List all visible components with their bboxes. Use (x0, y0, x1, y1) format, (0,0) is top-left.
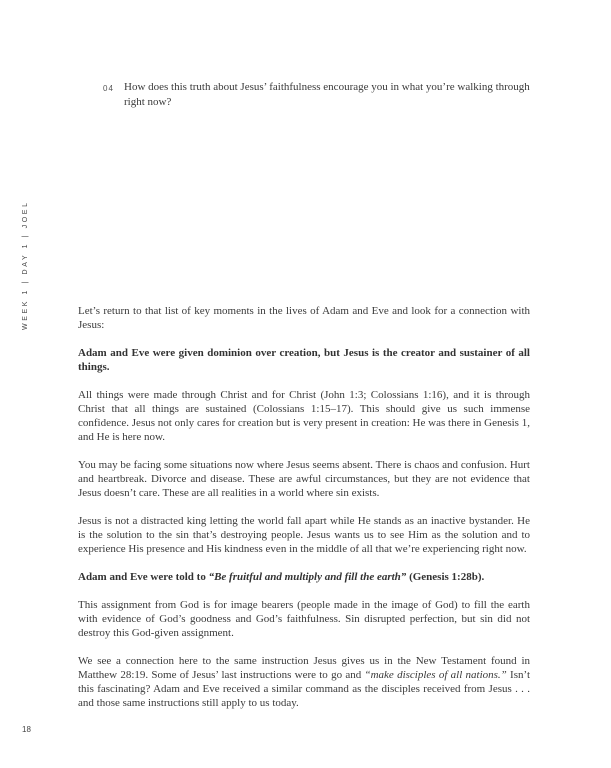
page-number: 18 (22, 725, 31, 734)
paragraph-intro: Let’s return to that list of key moments in the lives of Adam and Eve and look for a connection with Jesus: (78, 305, 530, 331)
heading-fruitful-ref: (Genesis 1:28b). (406, 571, 485, 583)
reflection-question (103, 80, 533, 110)
paragraph-assignment: This assignment from God is for image bearers (people made in the image of God) to fill the earth with evidence of God’s goodness and God’s faithfulness. Sin disrupted perfection, but sin did not destroy this God-given assignment. (78, 599, 530, 639)
heading-fruitful-quote: “Be fruitful and multiply and fill the earth” (208, 571, 407, 583)
body-text (78, 304, 530, 724)
question-text: How does this truth about Jesus’ faithfulness encourage you in what you’re walking through right now? (124, 81, 530, 108)
connection-tail: Isn’t this fascinating? Adam and Eve received a similar command as the disciples received from Jesus . . . and those same instructions still apply to us today. (78, 669, 531, 709)
paragraph-heading-fruitful (78, 570, 530, 584)
connection-lead: We see a connection here to the same instruction Jesus gives us in the New Testament found in Matthew 28:19. Some of Jesus’ last instructions were to go and (78, 655, 530, 681)
paragraph-situations: You may be facing some situations now where Jesus seems absent. There is chaos and confusion. Hurt and heartbreak. Divorce and disease. These are awful circumstances, but they are not evidence that Jesus doesn’t care. These are all realities in a world where sin exists. (78, 459, 530, 499)
question-number: 04 (103, 84, 114, 93)
paragraph-connection (78, 654, 530, 710)
heading-fruitful-lead: Adam and Eve were told to (78, 571, 209, 583)
connection-quote: “make disciples of all nations.” (364, 669, 507, 681)
paragraph-creation: All things were made through Christ and for Christ (John 1:3; Colossians 1:16), and it is through Christ that all things are sustained (Colossians 1:15–17). This should give us such immense confidence. Jesus not only cares for creation but is very present in creation: He was there in Genesis 1, and He is here now. (78, 389, 530, 443)
paragraph-solution: Jesus is not a distracted king letting the world fall apart while He stands as an inactive bystander. He is the solution to the sin that’s destroying people. Jesus wants us to see Him as the solution and to experience His presence and His kindness even in the middle of all that we’re experiencing right now. (78, 515, 530, 555)
running-header-vertical: WEEK 1 | DAY 1 | JOEL (22, 200, 29, 330)
paragraph-heading-dominion: Adam and Eve were given dominion over creation, but Jesus is the creator and sustainer of all things. (78, 347, 530, 373)
